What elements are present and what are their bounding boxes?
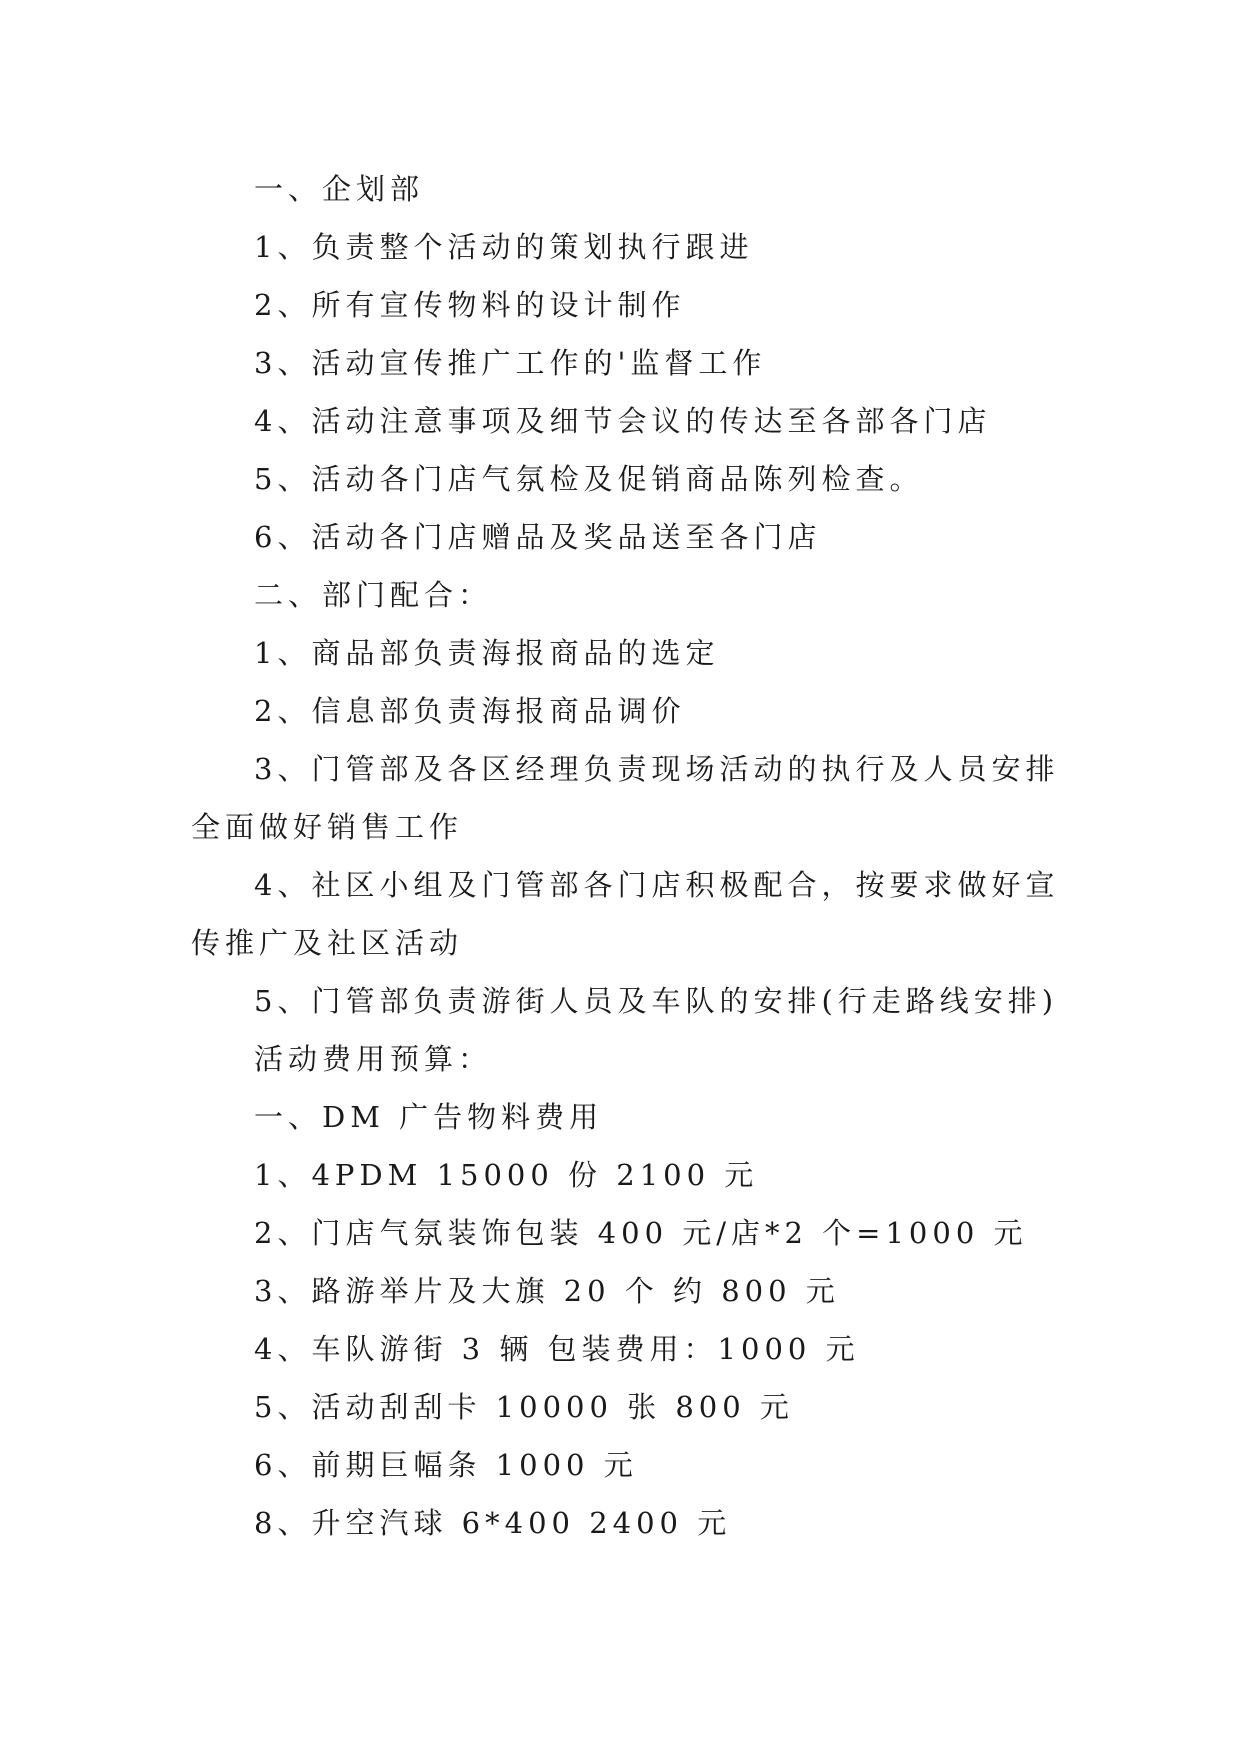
list-item: 1、负责整个活动的策划执行跟进 — [254, 230, 754, 264]
list-item: 4、社区小组及门管部各门店积极配合，按要求做好宣 — [254, 868, 1060, 902]
budget-item: 1、4PDM 15000 份 2100 元 — [254, 1158, 759, 1192]
list-item-continuation: 传推广及社区活动 — [191, 926, 464, 960]
list-item: 5、活动各门店气氛检及促销商品陈列检查。 — [254, 462, 924, 496]
budget-item: 3、路游举片及大旗 20 个 约 800 元 — [254, 1274, 840, 1308]
subsection-heading-dm: 一、DM 广告物料费用 — [254, 1100, 604, 1134]
section-heading-cooperation: 二、部门配合： — [254, 578, 493, 612]
budget-item: 4、车队游街 3 辆 包装费用：1000 元 — [254, 1332, 860, 1366]
list-item: 1、商品部负责海报商品的选定 — [254, 636, 720, 670]
list-item: 2、所有宣传物料的设计制作 — [254, 288, 686, 322]
budget-item: 6、前期巨幅条 1000 元 — [254, 1448, 638, 1482]
list-item: 2、信息部负责海报商品调价 — [254, 694, 686, 728]
budget-item: 8、升空汽球 6*400 2400 元 — [254, 1506, 732, 1540]
document-body — [191, 160, 1060, 1552]
list-item: 5、门管部负责游街人员及车队的安排(行走路线安排) — [254, 984, 1059, 1018]
section-heading-budget: 活动费用预算： — [254, 1042, 493, 1076]
budget-item: 2、门店气氛装饰包装 400 元/店*2 个=1000 元 — [254, 1216, 1028, 1250]
list-item: 3、活动宣传推广工作的'监督工作 — [254, 346, 767, 380]
list-item: 6、活动各门店赠品及奖品送至各门店 — [254, 520, 822, 554]
list-item: 3、门管部及各区经理负责现场活动的执行及人员安排 — [254, 752, 1060, 786]
section-heading-planning: 一、企划部 — [254, 172, 425, 206]
list-item-continuation: 全面做好销售工作 — [191, 810, 464, 844]
budget-item: 5、活动刮刮卡 10000 张 800 元 — [254, 1390, 794, 1424]
list-item: 4、活动注意事项及细节会议的传达至各部各门店 — [254, 404, 992, 438]
